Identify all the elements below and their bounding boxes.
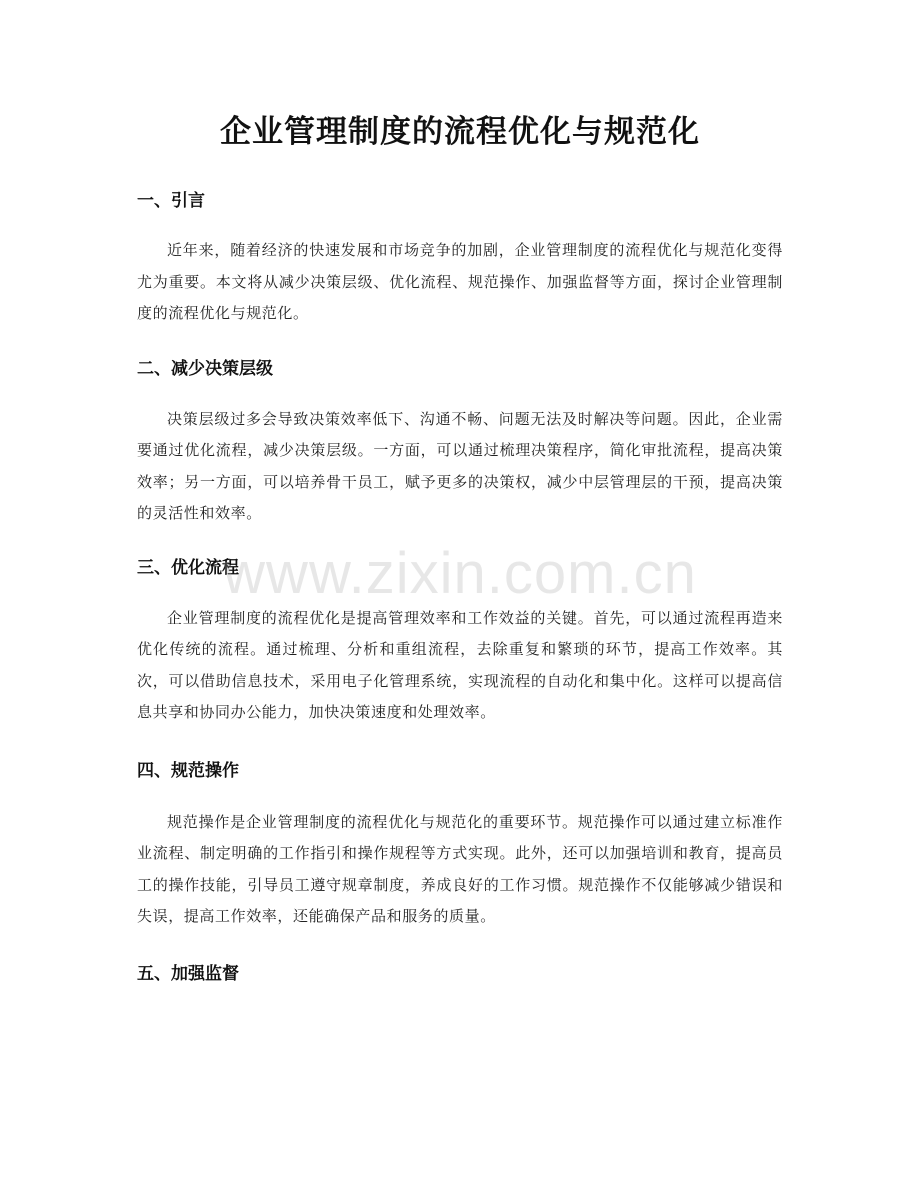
section-heading-decision-levels: 二、减少决策层级 (137, 358, 273, 379)
section-paragraph-decision-levels: 决策层级过多会导致决策效率低下、沟通不畅、问题无法及时解决等问题。因此，企业需要通过优化流程，减少决策层级。一方面，可以通过梳理决策程序，简化审批流程，提高决策效率；另一方面，可以培养骨干员工，赋予更多的决策权，减少中层管理层的干预，提高决策的灵活性和效率。 (137, 409, 783, 522)
section-heading-standard-operation: 四、规范操作 (137, 760, 239, 781)
section-paragraph-optimize-process: 企业管理制度的流程优化是提高管理效率和工作效益的关键。首先，可以通过流程再造来优化传统的流程。通过梳理、分析和重组流程，去除重复和繁琐的环节，提高工作效率。其次，可以借助信息技术，采用电子化管理系统，实现流程的自动化和集中化。这样可以提高信息共享和协同办公能力，加快决策速度和处理效率。 (137, 608, 783, 721)
section-heading-supervision: 五、加强监督 (137, 963, 239, 984)
section-paragraph-standard-operation: 规范操作是企业管理制度的流程优化与规范化的重要环节。规范操作可以通过建立标准作业流程、制定明确的工作指引和操作规程等方式实现。此外，还可以加强培训和教育，提高员工的操作技能，引导员工遵守规章制度，养成良好的工作习惯。规范操作不仅能够减少错误和失误，提高工作效率，还能确保产品和服务的质量。 (137, 812, 783, 925)
section-paragraph-intro: 近年来，随着经济的快速发展和市场竞争的加剧，企业管理制度的流程优化与规范化变得尤为重要。本文将从减少决策层级、优化流程、规范操作、加强监督等方面，探讨企业管理制度的流程优化与规范化。 (137, 241, 783, 322)
watermark-text: www.zixin.com.cn (223, 541, 697, 606)
section-heading-intro: 一、引言 (137, 191, 205, 211)
section-heading-optimize-process: 三、优化流程 (137, 557, 239, 578)
document-title: 企业管理制度的流程优化与规范化 (220, 114, 700, 150)
